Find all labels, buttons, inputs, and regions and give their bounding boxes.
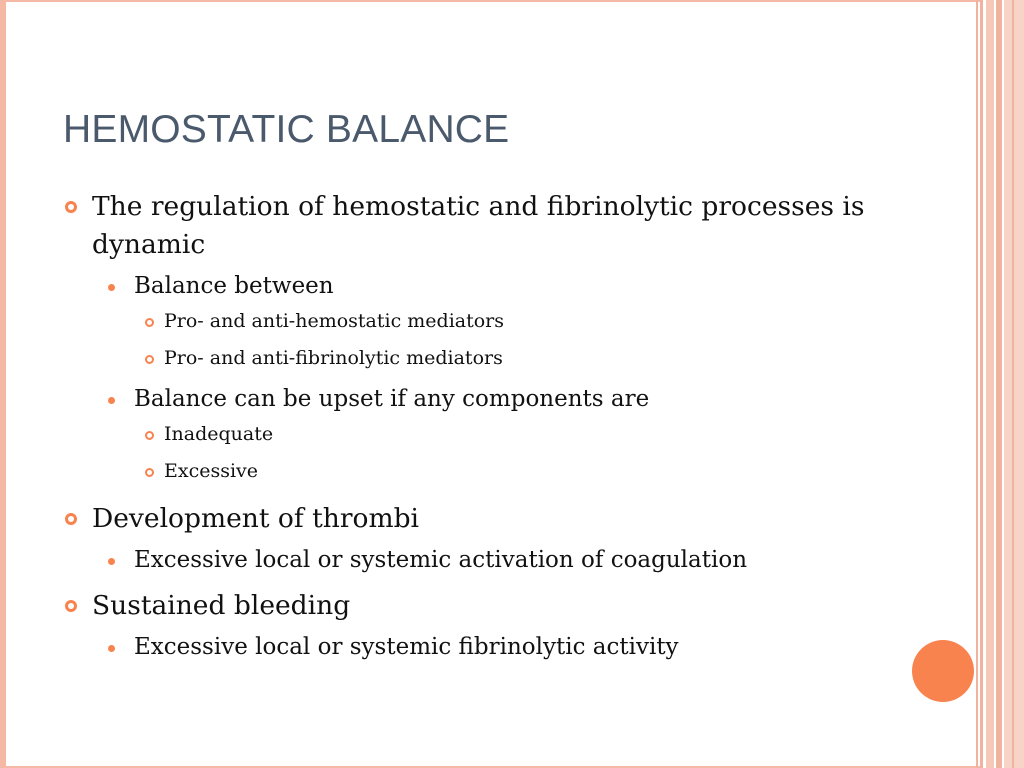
ring-bullet-icon [145,355,154,364]
bullet-level2 [62,383,922,416]
bullet-level3 [62,416,922,453]
bullet-text: Balance can be upset if any components are [134,386,650,412]
ring-bullet-icon [65,201,77,213]
bullet-level3 [62,453,922,490]
bullet-list [62,188,922,664]
bullet-level2 [62,270,922,303]
bullet-text: Sustained bleeding [92,590,351,621]
decorative-stripe [996,0,1002,768]
bullet-text: Development of thrombi [92,503,420,534]
bullet-text: Pro- and anti-fibrinolytic mediators [164,347,503,369]
bullet-text: Inadequate [164,423,274,445]
bullet-level1 [62,587,922,625]
bullet-text: Balance between [134,273,334,299]
frame-left-border [0,0,6,768]
bullet-level2 [62,631,922,664]
decorative-stripe [986,0,994,768]
slide-title: HEMOSTATIC BALANCE [63,108,510,151]
frame-top-border [0,0,980,2]
bullet-level3 [62,340,922,377]
bullet-text: Excessive local or systemic fibrinolytic activity [134,634,679,660]
bullet-text: Excessive [164,460,259,482]
dot-bullet-icon [108,284,115,291]
ring-bullet-icon [65,513,77,525]
decorative-stripe [1012,0,1014,768]
bullet-text: Pro- and anti-hemostatic mediators [164,310,505,332]
dot-bullet-icon [108,645,115,652]
bullet-level1 [62,188,922,264]
decorative-stripe [976,0,978,768]
ring-bullet-icon [65,600,77,612]
ring-bullet-icon [145,431,154,440]
decorative-stripe [1004,0,1024,768]
dot-bullet-icon [108,558,115,565]
bullet-level1 [62,500,922,538]
decorative-stripe [980,0,983,768]
ring-bullet-icon [145,318,154,327]
bullet-level2 [62,544,922,577]
dot-bullet-icon [108,397,115,404]
bullet-level3 [62,303,922,340]
bullet-text: Excessive local or systemic activation of coagulation [134,547,748,573]
ring-bullet-icon [145,468,154,477]
bullet-text: The regulation of hemostatic and fibrinolytic processes is dynamic [92,191,865,260]
